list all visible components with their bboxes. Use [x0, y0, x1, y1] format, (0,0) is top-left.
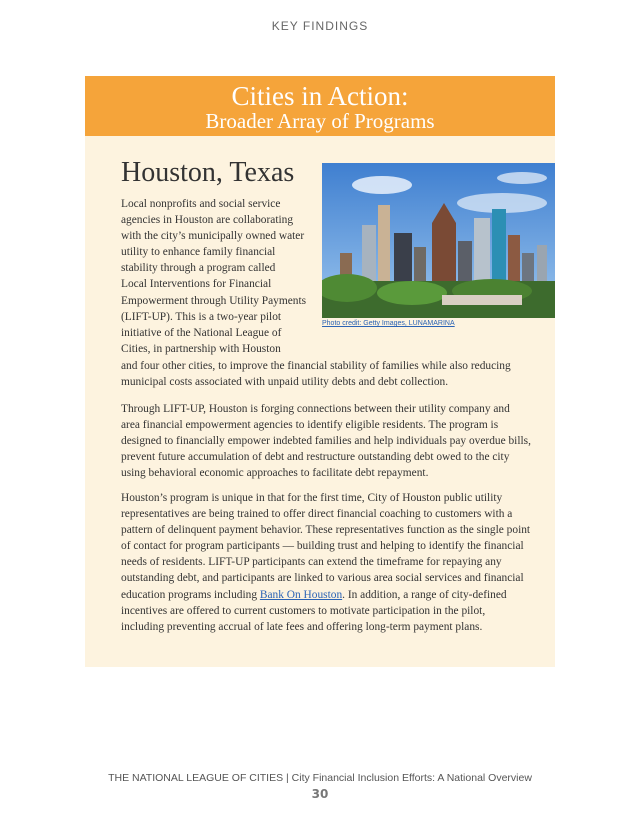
paragraph-text: Houston’s program is unique in that for the first time, City of Houston public utility representatives are being trained to offer direct financial coaching to customers with a pattern of delinquent payment behavior. These representatives function as the single point of contact for program participants — building trust and helping to identify the financial needs of residents. LIFT-UP participants can extend the timeframe for repaying any outstanding debt, and participants are linked to various area social services and financial education programs including: [121, 492, 531, 601]
article-heading: Houston, Texas: [121, 157, 295, 188]
photo-credit-link[interactable]: Photo credit: Getty Images, LUNAMARINA: [322, 320, 455, 327]
section-label: KEY FINDINGS: [271, 19, 369, 33]
intro-line: (LIFT-UP). This is a two-year pilot: [121, 310, 282, 323]
intro-line: Local nonprofits and social service: [121, 198, 281, 210]
bank-on-houston-link[interactable]: Bank On Houston: [259, 588, 343, 601]
banner-subtitle: Broader Array of Programs: [205, 109, 435, 133]
intro-line: Local Interventions for Financial: [121, 278, 272, 291]
houston-skyline-photo: [322, 163, 555, 318]
article-panel: [85, 76, 555, 667]
page-number: 30: [311, 787, 329, 801]
footer-text: THE NATIONAL LEAGUE OF CITIES | City Financial Inclusion Efforts: A National Overview: [108, 772, 532, 784]
intro-continuation: and four other cities, to improve the financial stability of families while also reducing municipal costs associated with unpaid utility debts and debt collection.: [121, 360, 511, 389]
paragraph-lift-up: Through LIFT-UP, Houston is forging connections between their utility company and area financial empowerment agencies to identify eligible residents. The program is designed to financially empower indebted families and help individuals pay overdue bills, prevent future accumulation of debt and restructure outstanding debt owed to the city using behavioral economic approaches to facilitate debt repayment.: [121, 403, 531, 480]
paragraph-text: . In addition, a range of city-defined incentives are offered to current customers to motivate participation in the pilot, including preventing accrual of late fees and offering long-term payment plans.: [121, 588, 507, 633]
banner-title: Cities in Action:: [231, 81, 409, 111]
banner: [85, 76, 555, 136]
intro-line: Cities, in partnership with Houston: [121, 342, 281, 355]
intro-line: initiative of the National League of: [121, 326, 282, 339]
intro-line: with the city’s municipally owned water: [121, 230, 305, 243]
intro-line: utility to enhance family financial: [121, 246, 276, 259]
paragraph-program: [121, 490, 531, 635]
intro-lines: [121, 196, 321, 357]
intro-line: Empowerment through Utility Payments: [121, 294, 307, 307]
intro-line: stability through a program called: [121, 262, 276, 275]
intro-line: agencies in Houston are collaborating: [121, 214, 294, 227]
